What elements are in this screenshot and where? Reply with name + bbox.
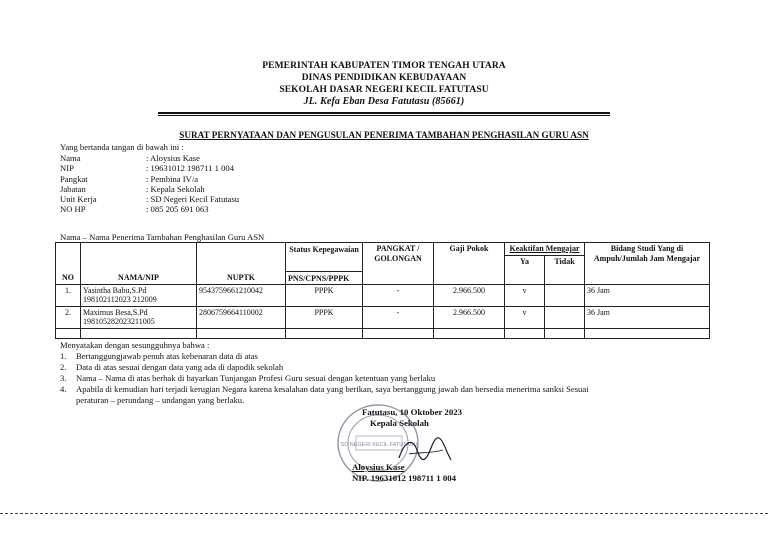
signature-block (352, 407, 512, 484)
identity-value: : Kepala Sekolah (146, 183, 205, 194)
cell-empty (505, 328, 545, 338)
cell-tidak (545, 306, 585, 328)
point-text: Data di atas sesuai dengan data yang ada di dapodik sekolah (76, 362, 284, 372)
letterhead-address: JL. Kefa Eban Desa Fatutasu (85661) (303, 96, 465, 107)
identity-key: NIP (60, 163, 74, 174)
header-keaktifan: Keaktifan Mengajar (505, 243, 585, 256)
statement-points (60, 351, 620, 406)
cell-bidang: 36 Jam (585, 284, 710, 306)
signature-nip: NIP. 19631012 198711 1 004 (352, 473, 457, 483)
letterhead (0, 60, 768, 108)
point-number: 2. (60, 362, 67, 372)
cell-pangkat: - (363, 284, 434, 306)
page-bottom-edge (0, 513, 768, 514)
identity-value: : 085 205 691 063 (146, 204, 209, 215)
point-text: Nama – Nama di atas berhak di bayarkan Tunjangan Profesi Guru sesuai dengan ketentuan yang berlaku (76, 373, 436, 383)
cell-empty (286, 328, 363, 338)
signature-role: Kepala Sekolah (370, 418, 429, 428)
header-pangkat: PANGKAT / GOLONGAN (363, 243, 434, 285)
point-number: 3. (60, 373, 67, 383)
letterhead-divider-thick (158, 112, 610, 114)
identity-key: Pangkat (60, 173, 88, 184)
cell-name-nip (81, 284, 197, 306)
header-nuptk: NUPTK (197, 243, 286, 285)
letterhead-divider-thin (158, 115, 610, 116)
identity-key: Jabatan (60, 183, 86, 194)
letterhead-line-1: PEMERINTAH KABUPATEN TIMOR TENGAH UTARA (262, 61, 506, 71)
signature-name: Aloysius Kase (352, 462, 405, 472)
point-text: Apabila di kemudian hari terjadi kerugian Negara karena kesalahan data yang berikan, saya bertanggung jawab dan bersedia menerima sanksi Sesuai peraturan – perundang – undangan yang berlaku. (76, 384, 589, 405)
cell-status: PPPK (286, 284, 363, 306)
cell-no: 2. (56, 306, 81, 328)
cell-tidak (545, 284, 585, 306)
cell-ya: v (505, 306, 545, 328)
stamp-text: SD NEGERI KECIL FATUTASU (340, 442, 418, 448)
statement-text: Menyatakan dengan sesungguhnya bahwa : (60, 340, 210, 350)
recipients-title: Nama – Nama Penerima Tambahan Penghasilan Guru ASN (60, 232, 265, 242)
letterhead-line-3: SEKOLAH DASAR NEGERI KECIL FATUTASU (279, 85, 489, 95)
point-number: 4. (60, 384, 67, 394)
table-header-row (56, 243, 710, 256)
identity-value: : 19631012 198711 1 004 (146, 163, 235, 174)
header-status-bottom: PNS/CPNS/PPPK (286, 271, 362, 284)
cell-bidang: 36 Jam (585, 306, 710, 328)
cell-no: 1. (56, 284, 81, 306)
cell-ya: v (505, 284, 545, 306)
cell-empty (197, 328, 286, 338)
identity-row (60, 204, 239, 214)
letterhead-line-2: DINAS PENDIDIKAN KEBUDAYAAN (301, 73, 467, 83)
intro-text: Yang bertanda tangan di bawah ini : (60, 142, 184, 152)
cell-nuptk: 2806759664110002 (197, 306, 286, 328)
identity-value: : Aloysius Kase (146, 153, 200, 163)
cell-empty (363, 328, 434, 338)
list-item (60, 351, 620, 362)
document-title: SURAT PERNYATAAN DAN PENGUSULAN PENERIMA TAMBAHAN PENGHASILAN GURU ASN (179, 130, 589, 140)
point-text: Bertanggungjawab penuh atas kebenaran data di atas (76, 351, 258, 361)
cell-name: Maximus Besa,S.Pd (83, 307, 148, 317)
cell-empty (81, 328, 197, 338)
identity-row (60, 163, 239, 173)
cell-nuptk: 9543759661210042 (197, 284, 286, 306)
cell-empty (585, 328, 710, 338)
identity-row (60, 153, 239, 163)
header-gaji: Gaji Pokok (434, 243, 505, 285)
header-tidak: Tidak (545, 255, 585, 284)
table-empty-row (56, 328, 710, 338)
header-ya: Ya (505, 255, 545, 284)
cell-empty (545, 328, 585, 338)
cell-status: PPPK (286, 306, 363, 328)
identity-table (60, 153, 239, 215)
header-status (286, 243, 363, 285)
identity-row (60, 184, 239, 194)
list-item (60, 373, 620, 384)
list-item (60, 362, 620, 373)
cell-nip: 198102112023 212009 (83, 295, 157, 304)
header-no: NO (56, 243, 81, 285)
table-row (56, 306, 710, 328)
identity-key: Unit Kerja (60, 194, 97, 205)
cell-name-nip (81, 306, 197, 328)
header-status-top: Status Kepegawaian (289, 245, 359, 254)
cell-nip: 198105282023211005 (83, 317, 155, 326)
cell-empty (434, 328, 505, 338)
table-row (56, 284, 710, 306)
identity-row (60, 194, 239, 204)
identity-key: NO HP (60, 204, 86, 215)
signature-place-date: Fatutasu, 10 Oktober 2023 (362, 407, 463, 417)
header-name-nip: NAMA/NIP (81, 243, 197, 285)
cell-empty (56, 328, 81, 338)
header-bidang: Bidang Studi Yang di Ampuh/Jumlah Jam Mengajar (585, 243, 710, 285)
identity-value: : SD Negeri Kecil Fatutasu (146, 194, 240, 205)
cell-pangkat: - (363, 306, 434, 328)
identity-key: Nama (60, 153, 81, 163)
point-number: 1. (60, 351, 67, 361)
cell-gaji: 2.966.500 (434, 284, 505, 306)
identity-value: : Pembina IV/a (146, 173, 199, 184)
recipients-table (55, 242, 710, 339)
cell-gaji: 2.966.500 (434, 306, 505, 328)
identity-row (60, 174, 239, 184)
cell-name: Yasintha Babu,S.Pd (83, 285, 147, 295)
